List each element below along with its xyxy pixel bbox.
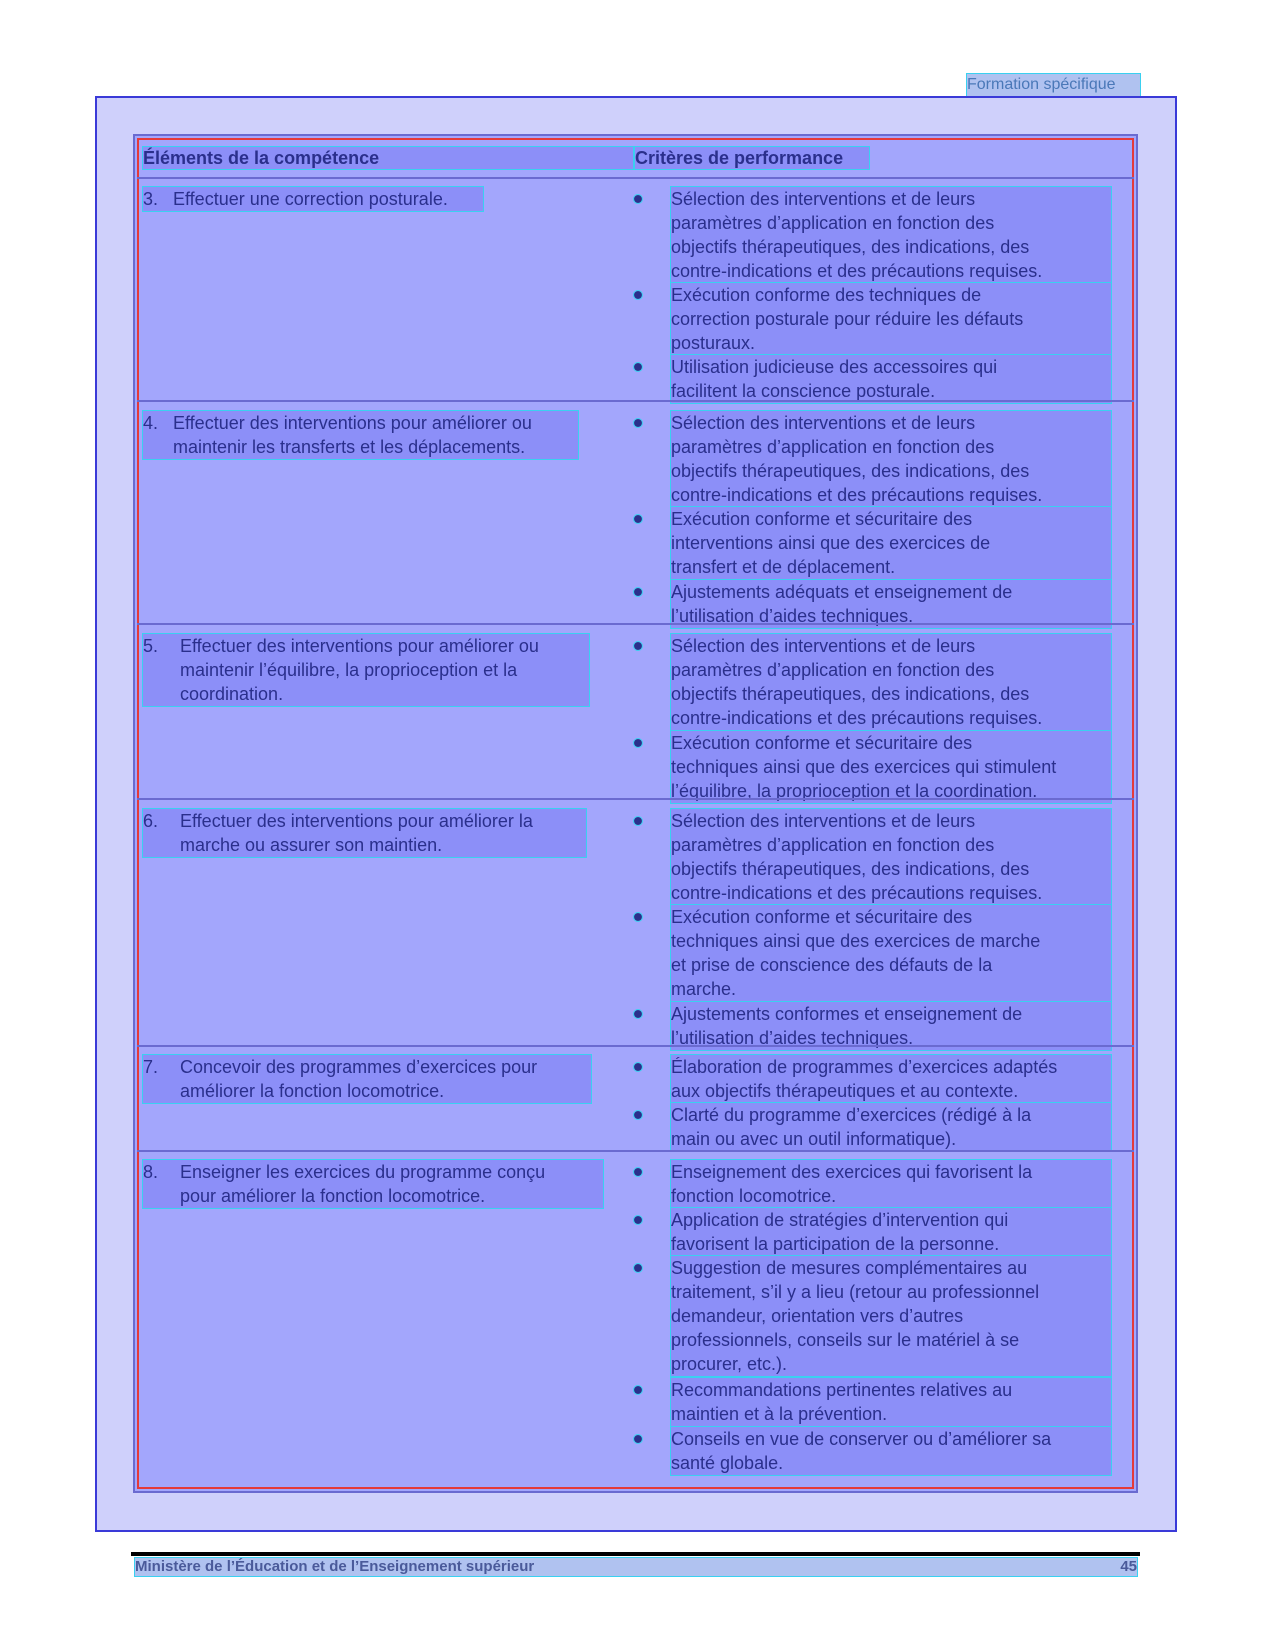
performance-criterion: Conseils en vue de conserver ou d’améliorer sa santé globale. — [671, 1427, 1111, 1475]
performance-criterion: Exécution conforme et sécuritaire des techniques ainsi que des exercices qui stimulent l’équilibre, la proprioception et la coordination. — [671, 731, 1111, 803]
bullet-icon — [634, 419, 642, 427]
bullet-icon — [634, 642, 642, 650]
element-number: 8. — [143, 1162, 159, 1182]
bullet-icon — [634, 1111, 642, 1119]
row-divider — [137, 1045, 1134, 1047]
element-number: 3. — [143, 189, 159, 209]
bullet-icon — [634, 195, 642, 203]
bullet-icon — [634, 739, 642, 747]
performance-criterion: Suggestion de mesures complémentaires au traitement, s’il y a lieu (retour au professionnel demandeur, orientation vers d’autres professionnels, conseils sur le matériel à se procurer, etc.). — [671, 1256, 1111, 1376]
performance-criterion: Élaboration de programmes d’exercices adaptés aux objectifs thérapeutiques et au contexte. — [671, 1055, 1111, 1103]
bullet-icon — [634, 515, 642, 523]
competency-element — [143, 634, 589, 706]
bullet-icon — [634, 1010, 642, 1018]
bullet-icon — [634, 1386, 642, 1394]
footer — [135, 1558, 1137, 1576]
performance-criterion: Sélection des interventions et de leurs paramètres d’application en fonction des objectifs thérapeutiques, des indications, des contre-indications et des précautions requises. — [671, 187, 1111, 283]
bullet-icon — [634, 588, 642, 596]
section-header: Formation spécifique — [967, 74, 1140, 96]
row-divider — [137, 400, 1134, 402]
performance-criterion: Exécution conforme et sécuritaire des interventions ainsi que des exercices de transfert et de déplacement. — [671, 507, 1111, 579]
element-text: Effectuer des interventions pour améliorer ou maintenir les transferts et les déplacements. — [173, 413, 532, 457]
performance-criterion: Exécution conforme des techniques de correction posturale pour réduire les défauts posturaux. — [671, 283, 1111, 355]
bullet-icon — [634, 1216, 642, 1224]
competency-element — [143, 411, 578, 459]
bullet-icon — [634, 1435, 642, 1443]
row-divider — [137, 1150, 1134, 1152]
competency-element — [143, 809, 586, 857]
bullet-icon — [634, 291, 642, 299]
element-text: Enseigner les exercices du programme conçu pour améliorer la fonction locomotrice. — [180, 1162, 546, 1206]
performance-criterion: Recommandations pertinentes relatives au maintien et à la prévention. — [671, 1378, 1111, 1426]
performance-criterion: Clarté du programme d’exercices (rédigé à la main ou avec un outil informatique). — [671, 1103, 1111, 1151]
bullet-icon — [634, 913, 642, 921]
row-divider — [137, 623, 1134, 625]
element-number: 6. — [143, 811, 159, 831]
bullet-icon — [634, 1168, 642, 1176]
performance-criterion: Sélection des interventions et de leurs paramètres d’application en fonction des objectifs thérapeutiques, des indications, des contre-indications et des précautions requises. — [671, 634, 1111, 730]
bullet-icon — [634, 363, 642, 371]
element-text: Effectuer une correction posturale. — [173, 189, 448, 209]
footer-ministry: Ministère de l’Éducation et de l’Enseignement supérieur — [135, 1558, 535, 1575]
column-header-criteria: Critères de performance — [635, 147, 869, 169]
performance-criterion: Sélection des interventions et de leurs paramètres d’application en fonction des objectifs thérapeutiques, des indications, des contre-indications et des précautions requises. — [671, 809, 1111, 905]
element-text: Effectuer des interventions pour améliorer la marche ou assurer son maintien. — [180, 811, 533, 855]
element-number: 4. — [143, 413, 159, 433]
column-header-elements: Éléments de la compétence — [143, 147, 633, 169]
bullet-icon — [634, 817, 642, 825]
bullet-icon — [634, 1063, 642, 1071]
competency-element — [143, 1160, 603, 1208]
bullet-icon — [634, 1264, 642, 1272]
performance-criterion: Application de stratégies d’intervention qui favorisent la participation de la personne. — [671, 1208, 1111, 1256]
performance-criterion: Ajustements conformes et enseignement de l’utilisation d’aides techniques. — [671, 1002, 1111, 1050]
performance-criterion: Enseignement des exercices qui favorisent la fonction locomotrice. — [671, 1160, 1111, 1208]
competency-element — [143, 187, 483, 211]
competency-element — [143, 1055, 591, 1103]
footer-rule — [131, 1552, 1140, 1556]
element-number: 5. — [143, 636, 159, 656]
performance-criterion: Utilisation judicieuse des accessoires qui facilitent la conscience posturale. — [671, 355, 1111, 403]
element-text: Concevoir des programmes d’exercices pour améliorer la fonction locomotrice. — [180, 1057, 538, 1101]
row-divider — [137, 798, 1134, 800]
element-number: 7. — [143, 1057, 159, 1077]
performance-criterion: Sélection des interventions et de leurs paramètres d’application en fonction des objectifs thérapeutiques, des indications, des contre-indications et des précautions requises. — [671, 411, 1111, 507]
performance-criterion: Exécution conforme et sécuritaire des techniques ainsi que des exercices de marche et prise de conscience des défauts de la marche. — [671, 905, 1111, 1001]
performance-criterion: Ajustements adéquats et enseignement de l’utilisation d’aides techniques. — [671, 580, 1111, 628]
element-text: Effectuer des interventions pour améliorer ou maintenir l’équilibre, la proprioception et la coordination. — [180, 636, 539, 704]
header-divider — [137, 177, 1134, 179]
page-number: 45 — [1120, 1558, 1137, 1575]
